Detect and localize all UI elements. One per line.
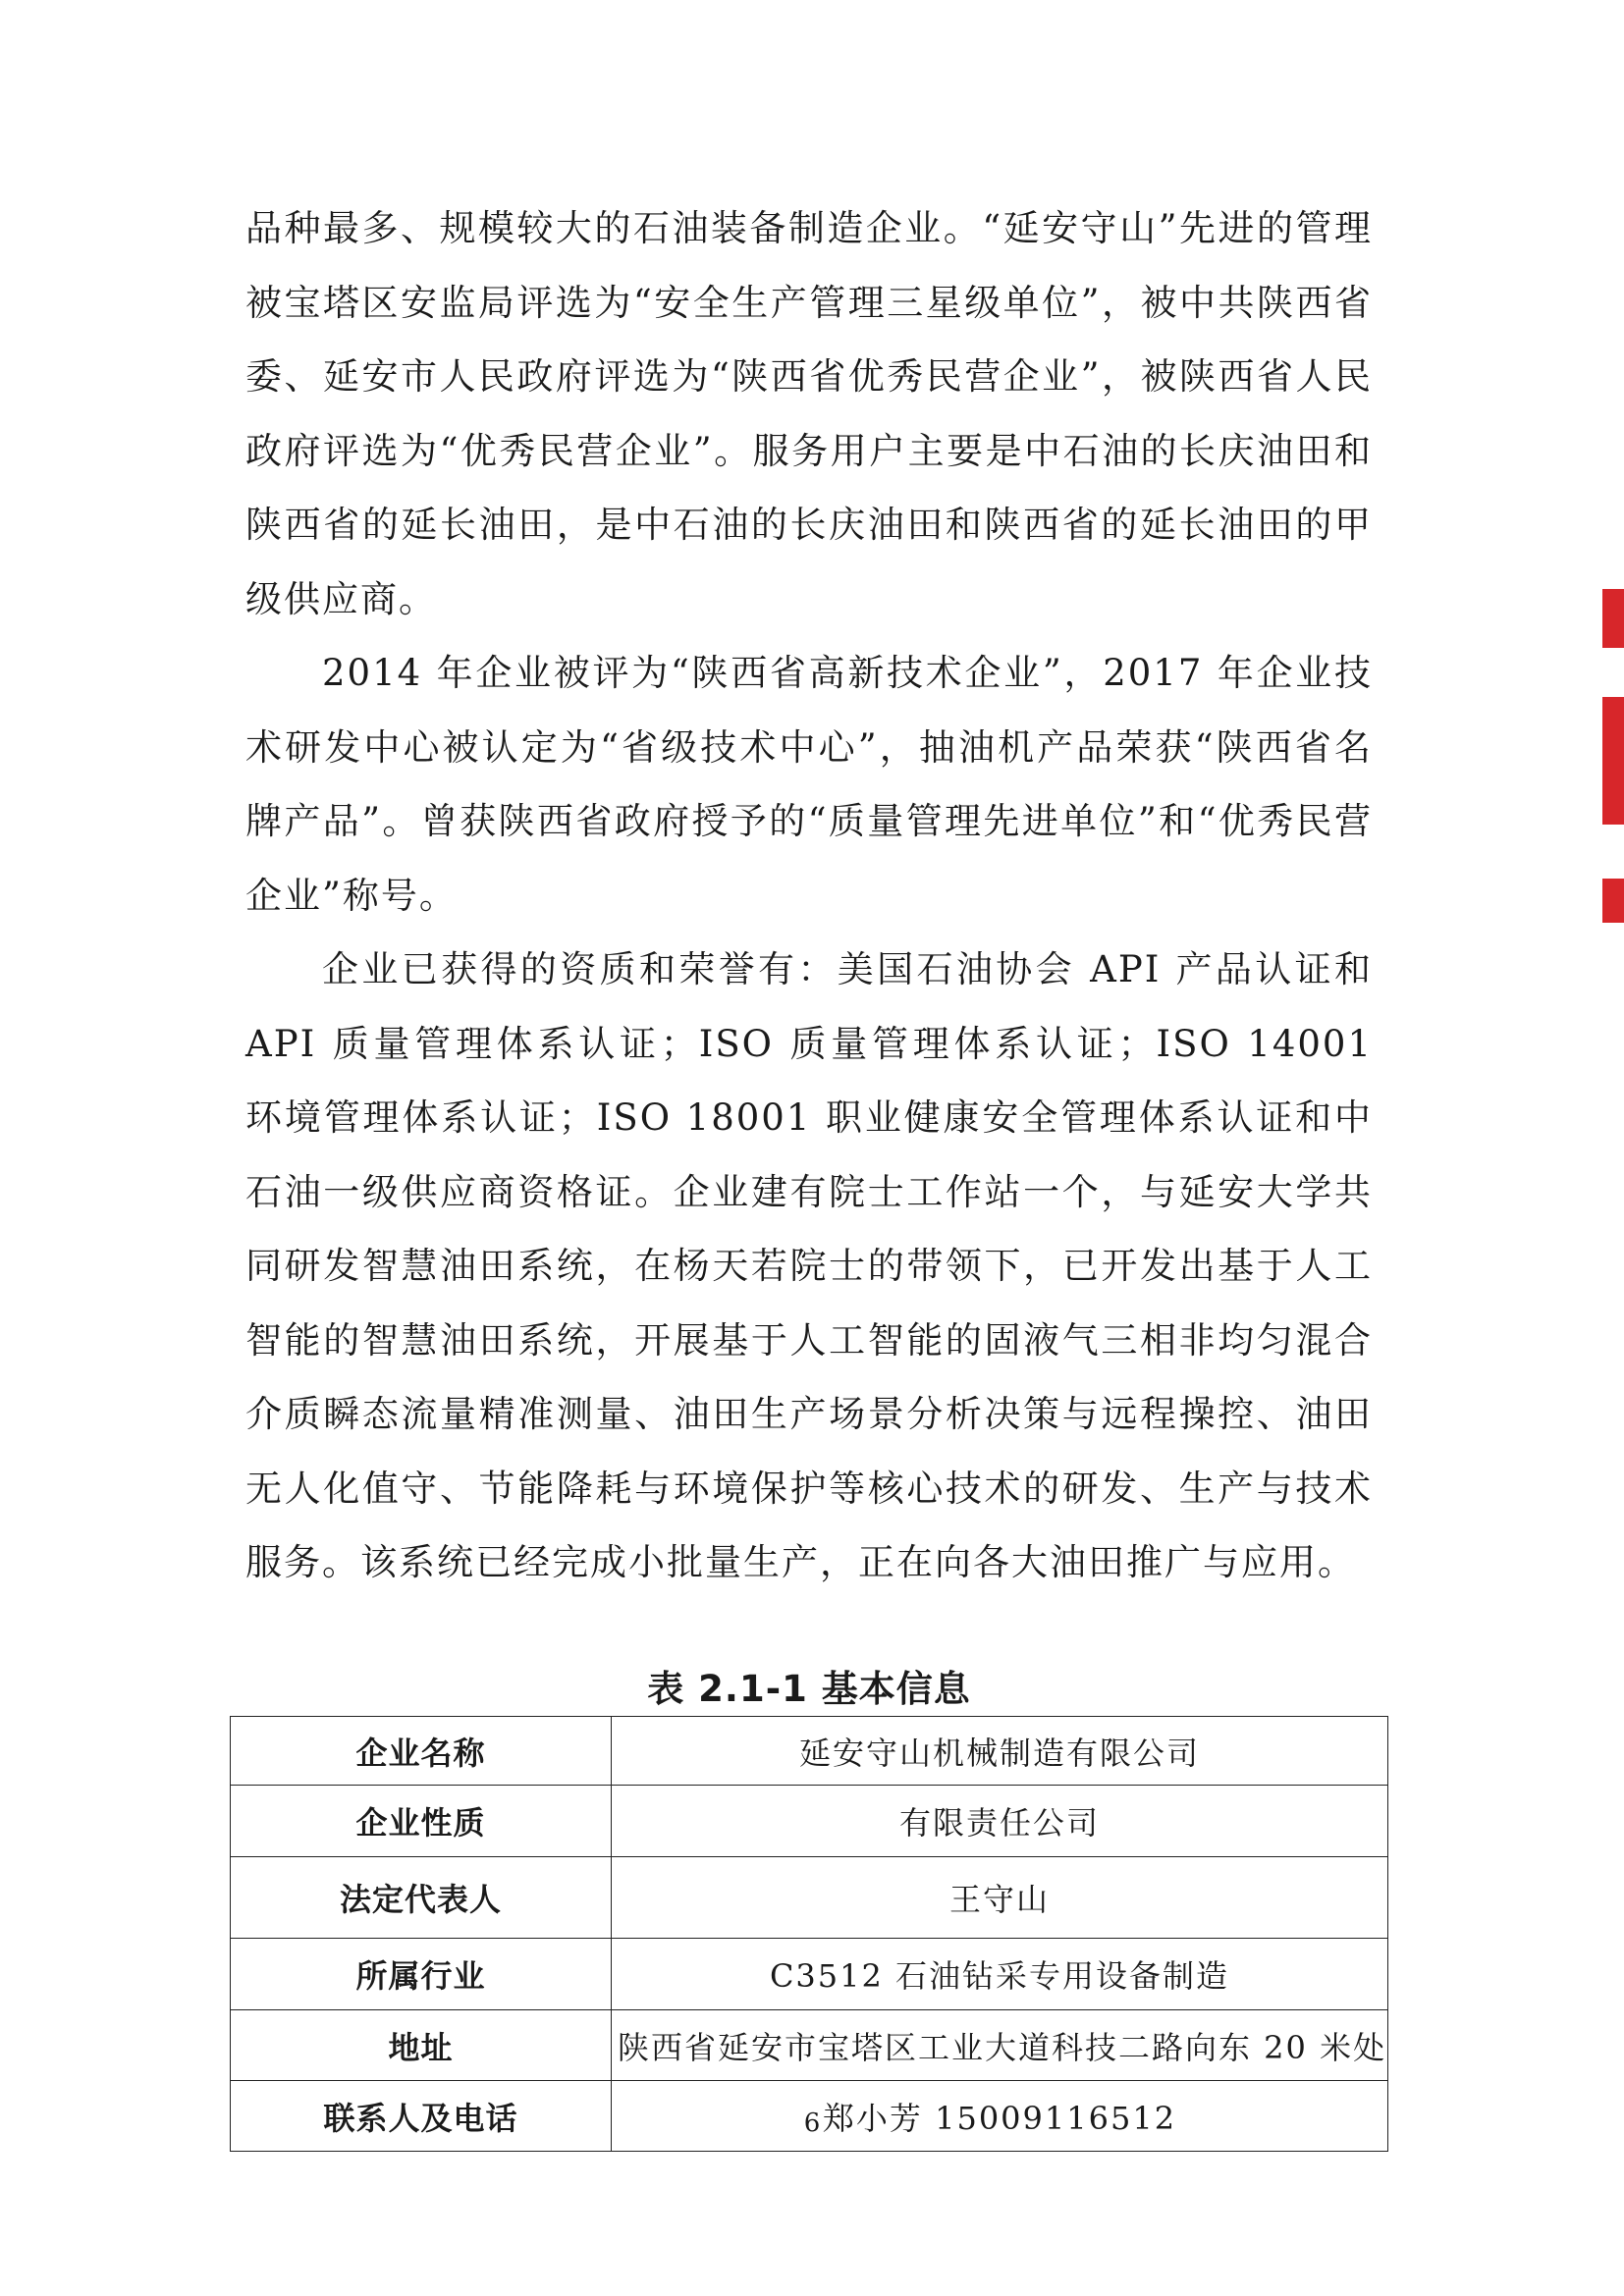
paragraph: 品种最多、规模较大的石油装备制造企业。“延安守山”先进的管理被宝塔区安监局评选为“安全生产管理三星级单位”，被中共陕西省委、延安市人民政府评选为“陕西省优秀民营企业”，被陕西省人民政府评选为“优秀民营企业”。服务用户主要是中石油的长庆油田和陕西省的延长油田，是中石油的长庆油田和陕西省的延长油田的甲级供应商。 (245, 207, 1373, 620)
seal-fragment-bottom (1602, 879, 1624, 923)
table-row (231, 1857, 1388, 1939)
paragraph: 企业已获得的资质和荣誉有：美国石油协会 API 产品认证和 API 质量管理体系认证；ISO 质量管理体系认证；ISO 14001 环境管理体系认证；ISO 18001 职业健康安全管理体系认证和中石油一级供应商资格证。企业建有院士工作站一个，与延安大学共同研发智慧油田系统，在杨天若院士的带领下，已开发出基于人工智能的智慧油田系统，开展基于人工智能的固液气三相非均匀混合介质瞬态流量精准测量、油田生产场景分析决策与远程操控、油田无人化值守、节能降耗与环境保护等核心技术的研发、生产与技术服务。该系统已经完成小批量生产，正在向各大油田推广与应用。 (245, 948, 1373, 1583)
body-text (245, 191, 1373, 1600)
table-row (231, 1786, 1388, 1857)
table-label: 法定代表人 (231, 1857, 612, 1939)
table-label: 所属行业 (231, 1939, 612, 2010)
table-value: 有限责任公司 (612, 1786, 1388, 1857)
table-row (231, 1939, 1388, 2010)
table-value: 陕西省延安市宝塔区工业大道科技二路向东 20 米处 (612, 2010, 1388, 2081)
table-row (231, 1717, 1388, 1786)
page-number: 6 (803, 2109, 821, 2138)
basic-info-table (230, 1716, 1388, 2152)
table-label: 企业性质 (231, 1786, 612, 1857)
table-label: 地址 (231, 2010, 612, 2081)
table-label: 企业名称 (231, 1717, 612, 1786)
table-value: 郑小芳 15009116512 (612, 2081, 1388, 2152)
table-row (231, 2010, 1388, 2081)
seal-fragment-top (1602, 589, 1624, 648)
table-caption: 表 2.1-1 基本信息 (647, 1668, 971, 1710)
basic-info-table-section (230, 1653, 1388, 2152)
table-value: 王守山 (612, 1857, 1388, 1939)
table-value: 延安守山机械制造有限公司 (612, 1717, 1388, 1786)
table-label: 联系人及电话 (231, 2081, 612, 2152)
table-value: C3512 石油钻采专用设备制造 (612, 1939, 1388, 2010)
seal-fragment-middle (1602, 697, 1624, 825)
paragraph: 2014 年企业被评为“陕西省高新技术企业”，2017 年企业技术研发中心被认定为“省级技术中心”，抽油机产品荣获“陕西省名牌产品”。曾获陕西省政府授予的“质量管理先进单位”和“优秀民营企业”称号。 (245, 652, 1373, 917)
